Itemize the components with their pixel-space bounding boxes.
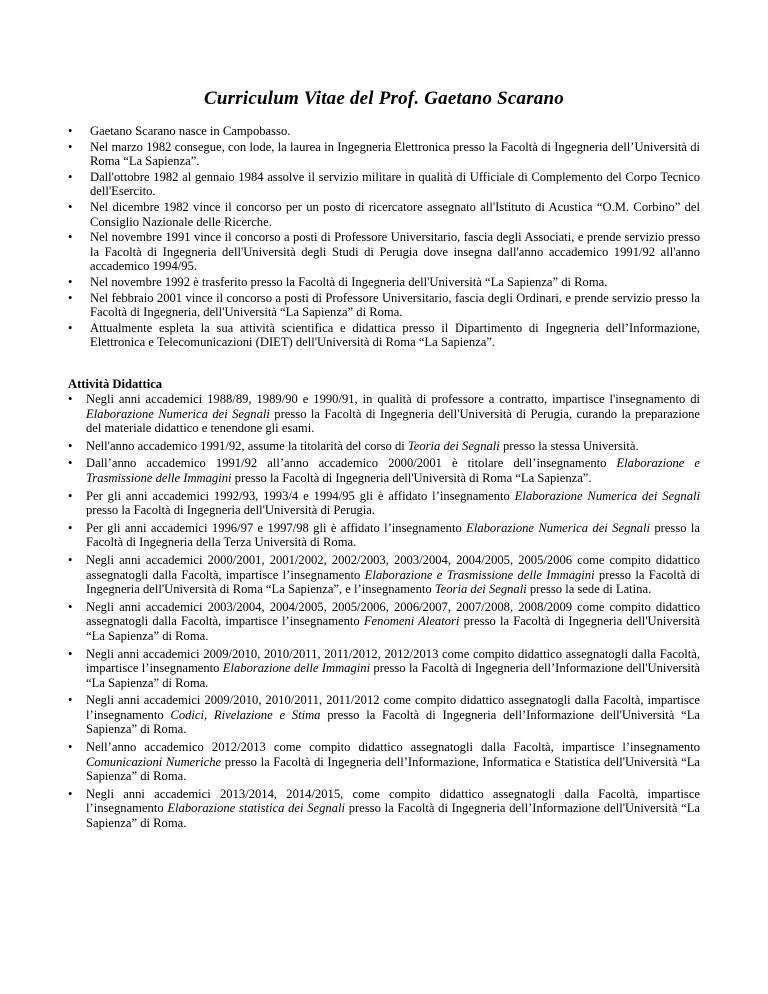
bio-item: • Nel marzo 1982 consegue, con lode, la laurea in Ingegneria Elettronica presso la Facoltà di Ingegneria dell’Università di Roma “La Sapienza”.: [68, 140, 700, 169]
didattica-item: [68, 693, 700, 737]
didattica-text: Nell’anno accademico 2012/2013 come compito didattico assegnatogli dalla Facoltà, impartisce l’insegnamento: [86, 740, 700, 755]
course-title: Elaborazione Numerica dei Segnali: [514, 488, 700, 503]
didattica-text: Negli anni accademici 2009/2010, 2010/2011, 2011/2012 come compito didattico assegnatogli dalla Facoltà, impartisce l’insegnamento: [86, 693, 700, 722]
course-title: Teoria dei Segnali: [407, 438, 500, 453]
course-title: Elaborazione statistica dei Segnali: [167, 801, 345, 816]
course-title: Elaborazione Numerica dei Segnali: [466, 520, 650, 535]
didattica-text: presso la Facoltà di Ingegneria della Terza Università di Roma.: [86, 520, 700, 550]
page-title: Curriculum Vitae del Prof. Gaetano Scarano: [204, 88, 564, 109]
course-title: Elaborazione Numerica dei Segnali: [86, 406, 270, 421]
didattica-list: [68, 392, 700, 834]
didattica-item: [68, 787, 700, 831]
bio-item: • Gaetano Scarano nasce in Campobasso.: [68, 124, 700, 139]
biography-list: [68, 124, 700, 351]
didattica-item: [68, 647, 700, 691]
didattica-text: Per gli anni accademici 1996/97 e 1997/98 gli è affidato l’insegnamento: [86, 520, 467, 535]
didattica-text: presso la Facoltà di Ingegneria dell'Università di Roma “La Sapienza”.: [231, 470, 592, 485]
bio-item: • Nel novembre 1992 è trasferito presso la Facoltà di Ingegneria dell'Università “La Sapienza” di Roma.: [68, 275, 700, 290]
bio-item: • Dall'ottobre 1982 al gennaio 1984 assolve il servizio militare in qualità di Ufficiale di Complemento del Corpo Tecnico dell'Esercito.: [68, 170, 700, 199]
didattica-item: [68, 489, 700, 518]
bio-item: • Nel febbraio 2001 vince il concorso a posti di Professore Universitario, fascia degli Ordinari, e prende servizio presso la Facoltà di Ingegneria, dell'Università “La Sapienza” di Roma.: [68, 291, 700, 320]
didattica-text: Negli anni accademici 1988/89, 1989/90 e 1990/91, in qualità di professore a contratto, impartisce l'insegnamento di: [86, 392, 700, 406]
didattica-text: Per gli anni accademici 1992/93, 1993/4 e 1994/95 gli è affidato l’insegnamento: [86, 488, 515, 503]
didattica-text: presso la Facoltà di Ingegneria dell'Università di Perugia, curando la preparazione del materiale didattico e tenendone gli esami.: [86, 406, 701, 436]
didattica-item: [68, 456, 700, 485]
didattica-text: presso la Facoltà di Ingegneria dell’Informazione dell'Università “La Sapienza” di Roma.: [86, 801, 701, 831]
didattica-item: [68, 740, 700, 784]
course-title: Elaborazione delle Immagini: [222, 661, 371, 676]
didattica-text: presso la Facoltà di Ingegneria dell'Università di Roma “La Sapienza”, e l’insegnamento: [86, 567, 700, 597]
course-title: Comunicazioni Numeriche: [86, 754, 222, 769]
course-title: Codici, Rivelazione e Stima: [170, 707, 321, 722]
bio-item: • Nel novembre 1991 vince il concorso a posti di Professore Universitario, fascia degli Associati, e prende servizio presso la Facoltà di Ingegneria dell'Università degli Studi di Perugia dove insegna dall'anno accademico 1991/92 all'anno accademico 1994/95.: [68, 230, 700, 274]
didattica-text: Nell'anno accademico 1991/92, assume la titolarità del corso di: [86, 438, 408, 453]
course-title: Elaborazione e Trasmissione delle Immagini: [364, 567, 595, 582]
didattica-text: Negli anni accademici 2013/2014, 2014/2015, come compito didattico assegnatogli dalla Facoltà, impartisce l’insegnamento: [86, 786, 700, 816]
didattica-text: presso la Facoltà di Ingegneria dell'Università “La Sapienza” di Roma.: [86, 614, 700, 643]
didattica-item: [68, 600, 700, 644]
didattica-text: Negli anni accademici 2000/2001, 2001/2002, 2002/2003, 2003/2004, 2004/2005, 2005/2006 come compito didattico assegnatogli dalla Facoltà, impartisce l’insegnamento: [86, 552, 700, 582]
didattica-text: presso la sede di Latina.: [526, 582, 652, 597]
didattica-text: presso la Facoltà di Ingegneria dell’Informazione dell'Università “La Sapienza” di Roma.: [86, 707, 701, 737]
bio-item: • Attualmente espleta la sua attività scientifica e didattica presso il Dipartimento di Ingegneria dell’Informazione, Elettronica e Telecomunicazioni (DIET) dell'Università di Roma “La Sapienza”.: [68, 321, 700, 350]
didattica-text: Dall’anno accademico 1991/92 all’anno accademico 2000/2001 è titolare dell’insegnamento: [86, 456, 617, 471]
section-heading-didattica: Attività Didattica: [68, 377, 163, 391]
bio-item: • Nel dicembre 1982 vince il concorso per un posto di ricercatore assegnato all'Istituto di Acustica “O.M. Corbino” del Consiglio Nazionale delle Ricerche.: [68, 200, 700, 229]
didattica-text: Negli anni accademici 2009/2010, 2010/2011, 2011/2012, 2012/2013 come compito didattico assegnatogli dalla Facoltà, impartisce l’insegnamento: [86, 646, 700, 676]
didattica-text: Negli anni accademici 2003/2004, 2004/2005, 2005/2006, 2006/2007, 2007/2008, 2008/2009 come compito didattico assegnatogli dalla Facoltà, impartisce l’insegnamento: [86, 599, 700, 629]
course-title: Elaborazione e Trasmissione delle Immagini: [86, 456, 701, 485]
didattica-item: [68, 553, 700, 597]
course-title: Teoria dei Segnali: [434, 582, 527, 597]
didattica-item: [68, 392, 700, 436]
course-title: Fenomeni Aleatori: [363, 614, 460, 629]
didattica-item: [68, 521, 700, 550]
didattica-item: [68, 439, 700, 454]
didattica-text: presso la stessa Università.: [499, 438, 639, 453]
didattica-text: presso la Facoltà di Ingegneria dell’Informazione, Informatica e Statistica dell'Università “La Sapienza” di Roma.: [86, 754, 701, 784]
didattica-text: presso la Facoltà di Ingegneria dell'Università di Perugia.: [86, 503, 376, 518]
didattica-text: presso la Facoltà di Ingegneria dell’Informazione dell'Università “La Sapienza” di Roma.: [86, 661, 700, 690]
